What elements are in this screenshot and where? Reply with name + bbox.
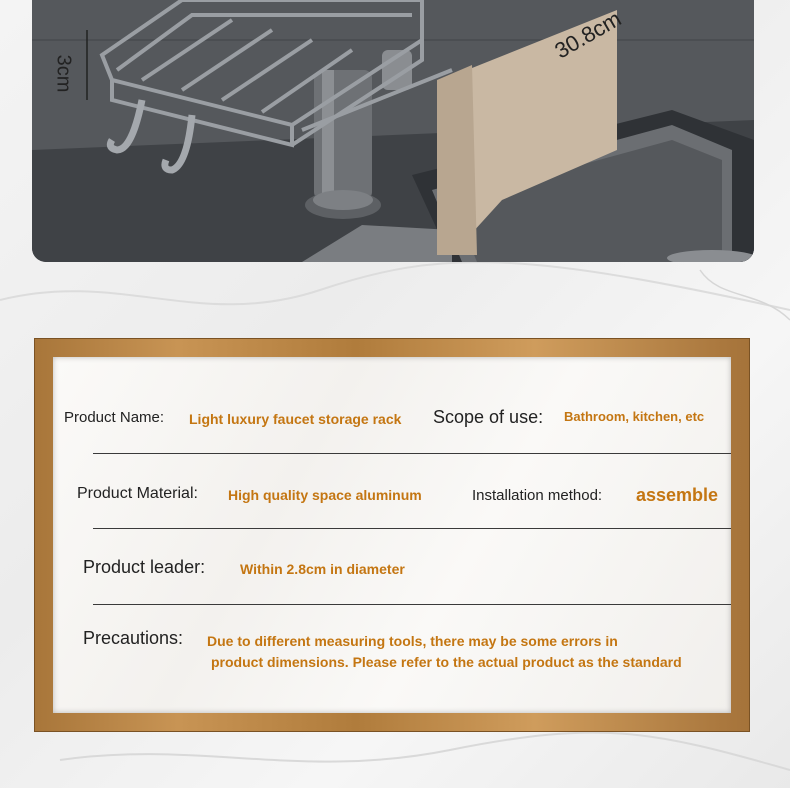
precautions-text-line1: Due to different measuring tools, there may be some errors in [207,633,618,649]
product-material-label: Product Material: [77,485,198,502]
product-name-label: Product Name: [64,409,165,426]
product-leader-label: Product leader: [83,557,206,577]
width-dimension-label: 30.8cm [550,5,626,64]
divider [93,453,731,454]
product-material-value: High quality space aluminum [228,487,422,503]
spec-card-frame [34,338,750,732]
installation-method-label: Installation method: [472,487,603,504]
product-leader-value: Within 2.8cm in diameter [240,561,405,577]
divider [93,604,731,605]
faucet-rack-illustration [32,0,754,262]
product-photo [32,0,754,262]
precautions-label: Precautions: [83,628,184,648]
installation-method-value: assemble [636,485,719,505]
divider [93,528,731,529]
spec-card [53,357,731,713]
precautions-text-line2: product dimensions. Please refer to the actual product as the standard [211,654,682,670]
height-dimension-label: 3cm [52,54,75,93]
scope-of-use-value: Bathroom, kitchen, etc [564,409,705,424]
scope-of-use-label: Scope of use: [433,407,544,427]
product-name-value: Light luxury faucet storage rack [189,411,402,427]
